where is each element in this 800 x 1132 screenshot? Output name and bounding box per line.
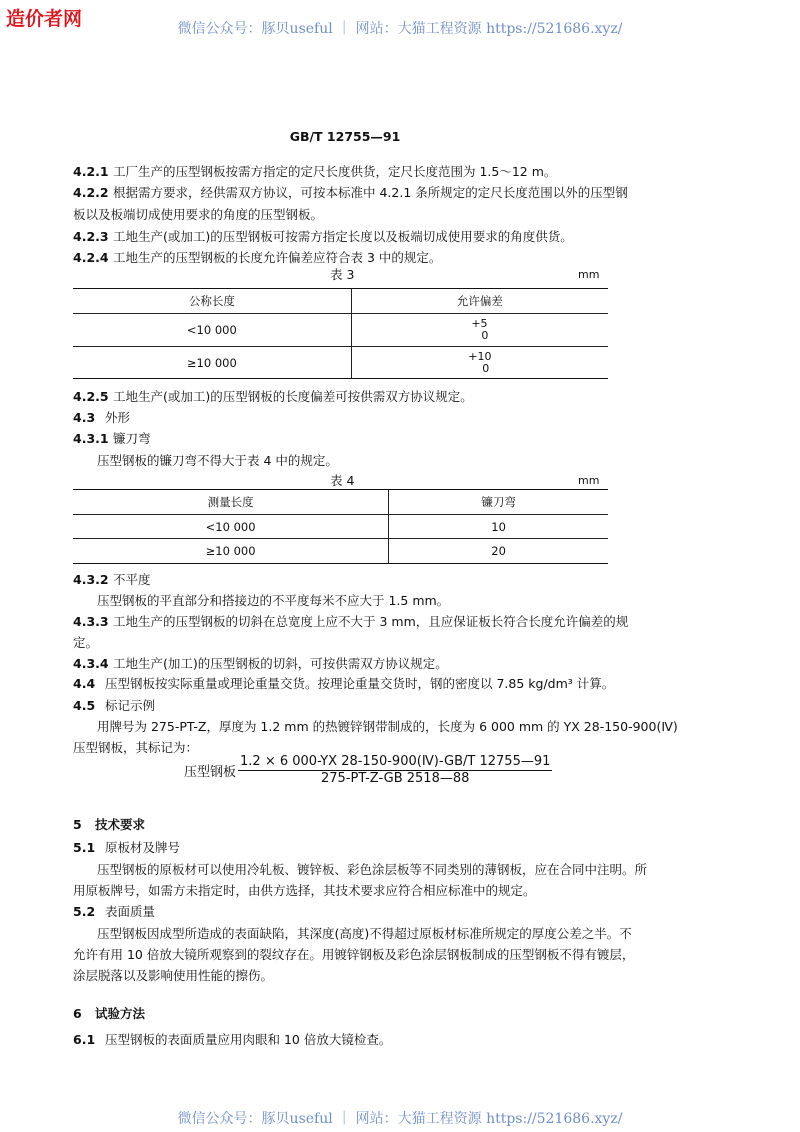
clause-4-3-4 [73, 654, 608, 672]
site-logo: 造价者网 [6, 8, 83, 30]
text: 工地生产(加工)的压型钢板的切斜，可按供需双方协议规定。 [113, 656, 448, 671]
table-row [73, 314, 608, 347]
clause-5-1-cont: 用原板牌号，如需方未指定时，由供方选择，其技术要求应符合相应标准中的规定。 [73, 883, 536, 898]
section-5-title [73, 815, 608, 833]
text: 0 [481, 329, 489, 342]
text: 5 [73, 817, 82, 832]
text: 5.2 [73, 904, 96, 919]
text: 工地生产(或加工)的压型钢板的长度偏差可按供需双方协议规定。 [113, 389, 473, 404]
text: ≥10 000 [73, 347, 351, 379]
clause-5-1 [73, 838, 608, 856]
text: 4.2.2 [73, 185, 109, 200]
text: 公称长度 [73, 289, 351, 314]
text: 5.1 [73, 840, 96, 855]
clause-4-2-4 [73, 248, 608, 266]
table-row [73, 347, 608, 379]
text: 工地生产的压型钢板的切斜在总宽度上应不大于 3 mm，且应保证板长符合长度允许偏差的规 [113, 614, 629, 629]
text: 工地生产(或加工)的压型钢板可按需方指定长度以及板端切成使用要求的角度供货。 [113, 229, 573, 244]
text: 压型钢板按实际重量或理论重量交货。按理论重量交货时，钢的密度以 7.85 kg/dm³ 计算。 [105, 676, 615, 691]
clause-4-3-2 [73, 570, 608, 588]
text: 测量长度 [73, 490, 389, 515]
text: 根据需方要求，经供需双方协议，可按本标准中 4.2.1 条所规定的定尺长度范围以外的压型钢 [113, 185, 628, 200]
text: 6 [73, 1006, 82, 1021]
text: 允许偏差 [351, 289, 608, 314]
text: 6.1 [73, 1032, 96, 1047]
clause-4-3-2-body: 压型钢板的平直部分和搭接边的不平度每米不应大于 1.5 mm。 [97, 593, 450, 608]
text: 4.2.4 [73, 250, 109, 265]
watermark-bottom: 微信公众号：豚贝useful ｜ 网站：大猫工程资源 https://521686.xyz/ [177, 1111, 623, 1127]
page-header: GB/T 12755—91 [289, 129, 401, 144]
text: 1.2 × 6 000-YX 28-150-900(Ⅳ)-GB/T 12755—91 [240, 754, 551, 769]
text: +5 [471, 317, 488, 330]
text: 外形 [105, 410, 131, 425]
table-row [73, 539, 608, 564]
text: ≥10 000 [73, 539, 389, 564]
clause-4-5-cont: 压型钢板，其标记为： [73, 740, 199, 755]
text: 工厂生产的压型钢板按需方指定的定尺长度供货，定尺长度范围为 1.5～12 m。 [113, 164, 557, 179]
clause-4-2-2 [73, 183, 628, 201]
text: 10 [389, 515, 608, 539]
text [351, 314, 608, 347]
text: 标记示例 [105, 698, 156, 713]
table-3 [73, 288, 608, 379]
text: <10 000 [73, 314, 351, 347]
clause-5-2-body: 压型钢板因成型所造成的表面缺陷，其深度(高度)不得超过原板材标准所规定的厚度公差之半。不 [97, 926, 632, 941]
text [73, 490, 608, 515]
text: 试验方法 [95, 1006, 146, 1021]
clause-5-2-cont2: 涂层脱落以及影响使用性能的擦伤。 [73, 968, 274, 983]
text: 镰刀弯 [113, 431, 151, 446]
text: 275-PT-Z-GB 2518—88 [321, 771, 470, 786]
text: 4.2.5 [73, 389, 109, 404]
text [238, 754, 552, 786]
text: <10 000 [73, 515, 389, 539]
text: 压型钢板 [184, 764, 237, 780]
clause-4-3-3 [73, 612, 629, 630]
clause-4-3-1 [73, 429, 608, 447]
text: 4.3.1 [73, 431, 109, 446]
text: 4.2.1 [73, 164, 109, 179]
text: 不平度 [113, 572, 151, 587]
clause-6-1 [73, 1030, 608, 1048]
clause-4-3 [73, 408, 608, 426]
text: 20 [389, 539, 608, 564]
text: 技术要求 [95, 817, 146, 832]
text [73, 289, 608, 314]
table4-caption: 表 4 [330, 473, 355, 488]
text: 4.3 [73, 410, 96, 425]
clause-4-2-1 [73, 162, 608, 180]
clause-4-5-body: 用牌号为 275-PT-Z，厚度为 1.2 mm 的热镀锌钢带制成的，长度为 6 000 mm 的 YX 28-150-900(Ⅳ) [97, 719, 678, 734]
clause-5-2 [73, 902, 608, 920]
text: 4.3.2 [73, 572, 109, 587]
text: +10 [468, 349, 492, 363]
text: 原板材及牌号 [105, 840, 181, 855]
table4-unit: mm [578, 474, 600, 487]
text: 4.4 [73, 676, 96, 691]
table-row [73, 515, 608, 539]
clause-5-2-cont1: 允许有用 10 倍放大镜所观察到的裂纹存在。用镀锌钢板及彩色涂层钢板制成的压型钢板不得有镀层， [73, 947, 635, 962]
clause-4-2-2-cont: 板以及板端切成使用要求的角度的压型钢板。 [73, 207, 324, 222]
text: 镰刀弯 [389, 490, 608, 515]
table3-caption: 表 3 [330, 267, 355, 282]
watermark-top: 微信公众号：豚贝useful ｜ 网站：大猫工程资源 https://521686.xyz/ [177, 21, 623, 37]
text [351, 347, 608, 379]
table3-unit: mm [578, 268, 600, 281]
text [471, 318, 488, 342]
clause-4-2-3 [73, 227, 608, 245]
text: 4.5 [73, 698, 96, 713]
clause-4-2-5 [73, 387, 608, 405]
section-6-title [73, 1004, 608, 1022]
text: 4.3.4 [73, 656, 109, 671]
clause-4-3-1-body: 压型钢板的镰刀弯不得大于表 4 中的规定。 [97, 453, 338, 468]
clause-4-5 [73, 696, 608, 714]
text: 4.2.3 [73, 229, 109, 244]
clause-5-1-body: 压型钢板的原板材可以使用冷轧板、镀锌板、彩色涂层板等不同类别的薄钢板，应在合同中注明。所 [97, 862, 648, 877]
text: 0 [482, 361, 490, 375]
text [73, 490, 608, 564]
clause-4-4 [73, 674, 615, 692]
text: 4.3.3 [73, 614, 109, 629]
clause-4-3-3-cont: 定。 [73, 635, 99, 650]
table-4 [73, 489, 608, 564]
text: 压型钢板的表面质量应用肉眼和 10 倍放大镜检查。 [105, 1032, 392, 1047]
marking-formula [184, 754, 552, 786]
text [468, 351, 491, 375]
text: 表面质量 [105, 904, 156, 919]
text [73, 289, 608, 379]
text: 工地生产的压型钢板的长度允许偏差应符合表 3 中的规定。 [113, 250, 442, 265]
